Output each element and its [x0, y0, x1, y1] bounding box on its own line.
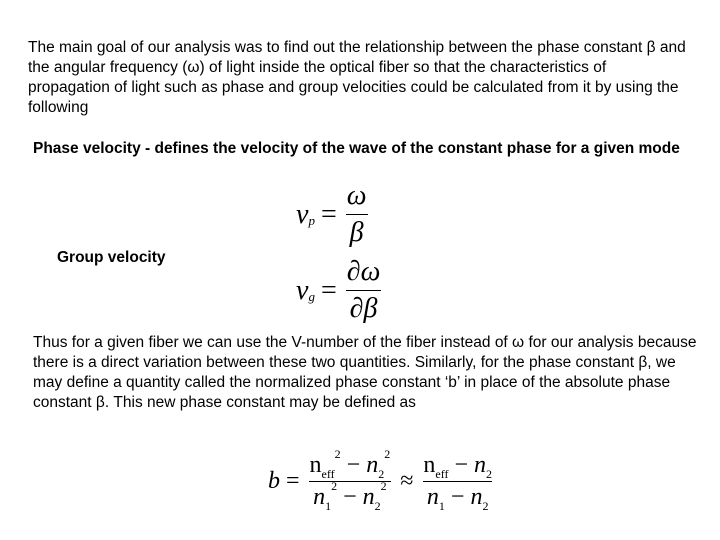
approx-sign: ≈ [400, 468, 414, 494]
b-fraction-1-numerator: $n_{eff}^2 - n_2^2$ [309, 447, 391, 481]
vg-denominator: ∂β [346, 290, 382, 325]
thus-paragraph: Thus for a given fiber we can use the V-number of the fiber instead of ω for our analysis because there is a direct variation between these two quantities. Similarly, for the phase constant β, we may define a quantity called the normalized phase constant ‘b’ in place of the absolute phase constant β. This new phase constant may be defined as [33, 334, 697, 411]
phase-velocity-definition: Phase velocity - defines the velocity of the wave of the constant phase for a given mode [33, 140, 680, 157]
vg-symbol: v [296, 274, 309, 306]
equals-sign: = [320, 198, 337, 230]
b-fraction-1-denominator: $n_1^2 - n_2^2$ [309, 481, 391, 511]
b-fraction-1 [306, 447, 395, 513]
intro-paragraph: The main goal of our analysis was to find out the relationship between the phase constant β and the angular frequency (ω) of light inside the optical fiber so that the characteristics of propagation of light such as phase and group velocities could be calculated from it by using the following [28, 39, 686, 116]
vg-subscript: g [308, 288, 315, 304]
normalized-phase-constant-equation [268, 447, 496, 513]
phase-velocity-equation [296, 180, 371, 249]
b-fraction-2-numerator: $n_{eff} - n_2$ [423, 452, 493, 481]
vp-numerator: ω [346, 180, 367, 211]
group-velocity-equation [296, 256, 384, 325]
vp-fraction [343, 180, 371, 249]
vg-fraction [343, 256, 385, 325]
vp-denominator: β [346, 214, 368, 249]
equals-sign: = [320, 274, 337, 306]
vp-subscript: p [308, 212, 315, 228]
equals-sign: = [286, 468, 300, 494]
b-fraction-2-denominator: $n_1 - n_2$ [423, 481, 493, 511]
b-symbol: b [268, 468, 280, 494]
group-velocity-label: Group velocity [57, 249, 166, 266]
vg-numerator: ∂ω [346, 256, 381, 287]
b-fraction-2 [419, 452, 496, 511]
vp-symbol: v [296, 198, 309, 230]
